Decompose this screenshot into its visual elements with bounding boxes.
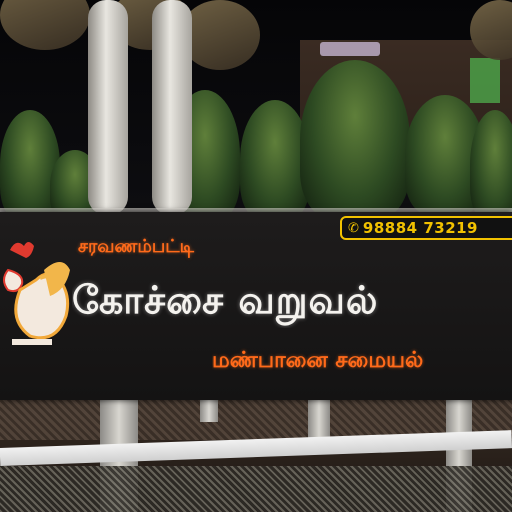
place-name: சரவணம்பட்டி <box>78 236 194 257</box>
shrub <box>470 110 512 220</box>
rooster-logo <box>0 230 72 360</box>
building-light <box>320 42 380 56</box>
palm-frond <box>0 0 90 50</box>
phone-number: 98884 73219 <box>362 219 478 237</box>
green-window <box>470 58 500 103</box>
phone-badge <box>340 216 512 240</box>
sign-title: கோச்சை வறுவல் <box>72 278 379 322</box>
phone-icon: ✆ <box>348 220 359 236</box>
palm-trunk <box>88 0 128 215</box>
shrub <box>300 60 410 220</box>
palm-frond <box>180 0 260 70</box>
front-fence <box>0 466 512 512</box>
palm-trunk <box>152 0 192 215</box>
sign-subtitle: மண்பானை சமையல் <box>212 348 424 373</box>
